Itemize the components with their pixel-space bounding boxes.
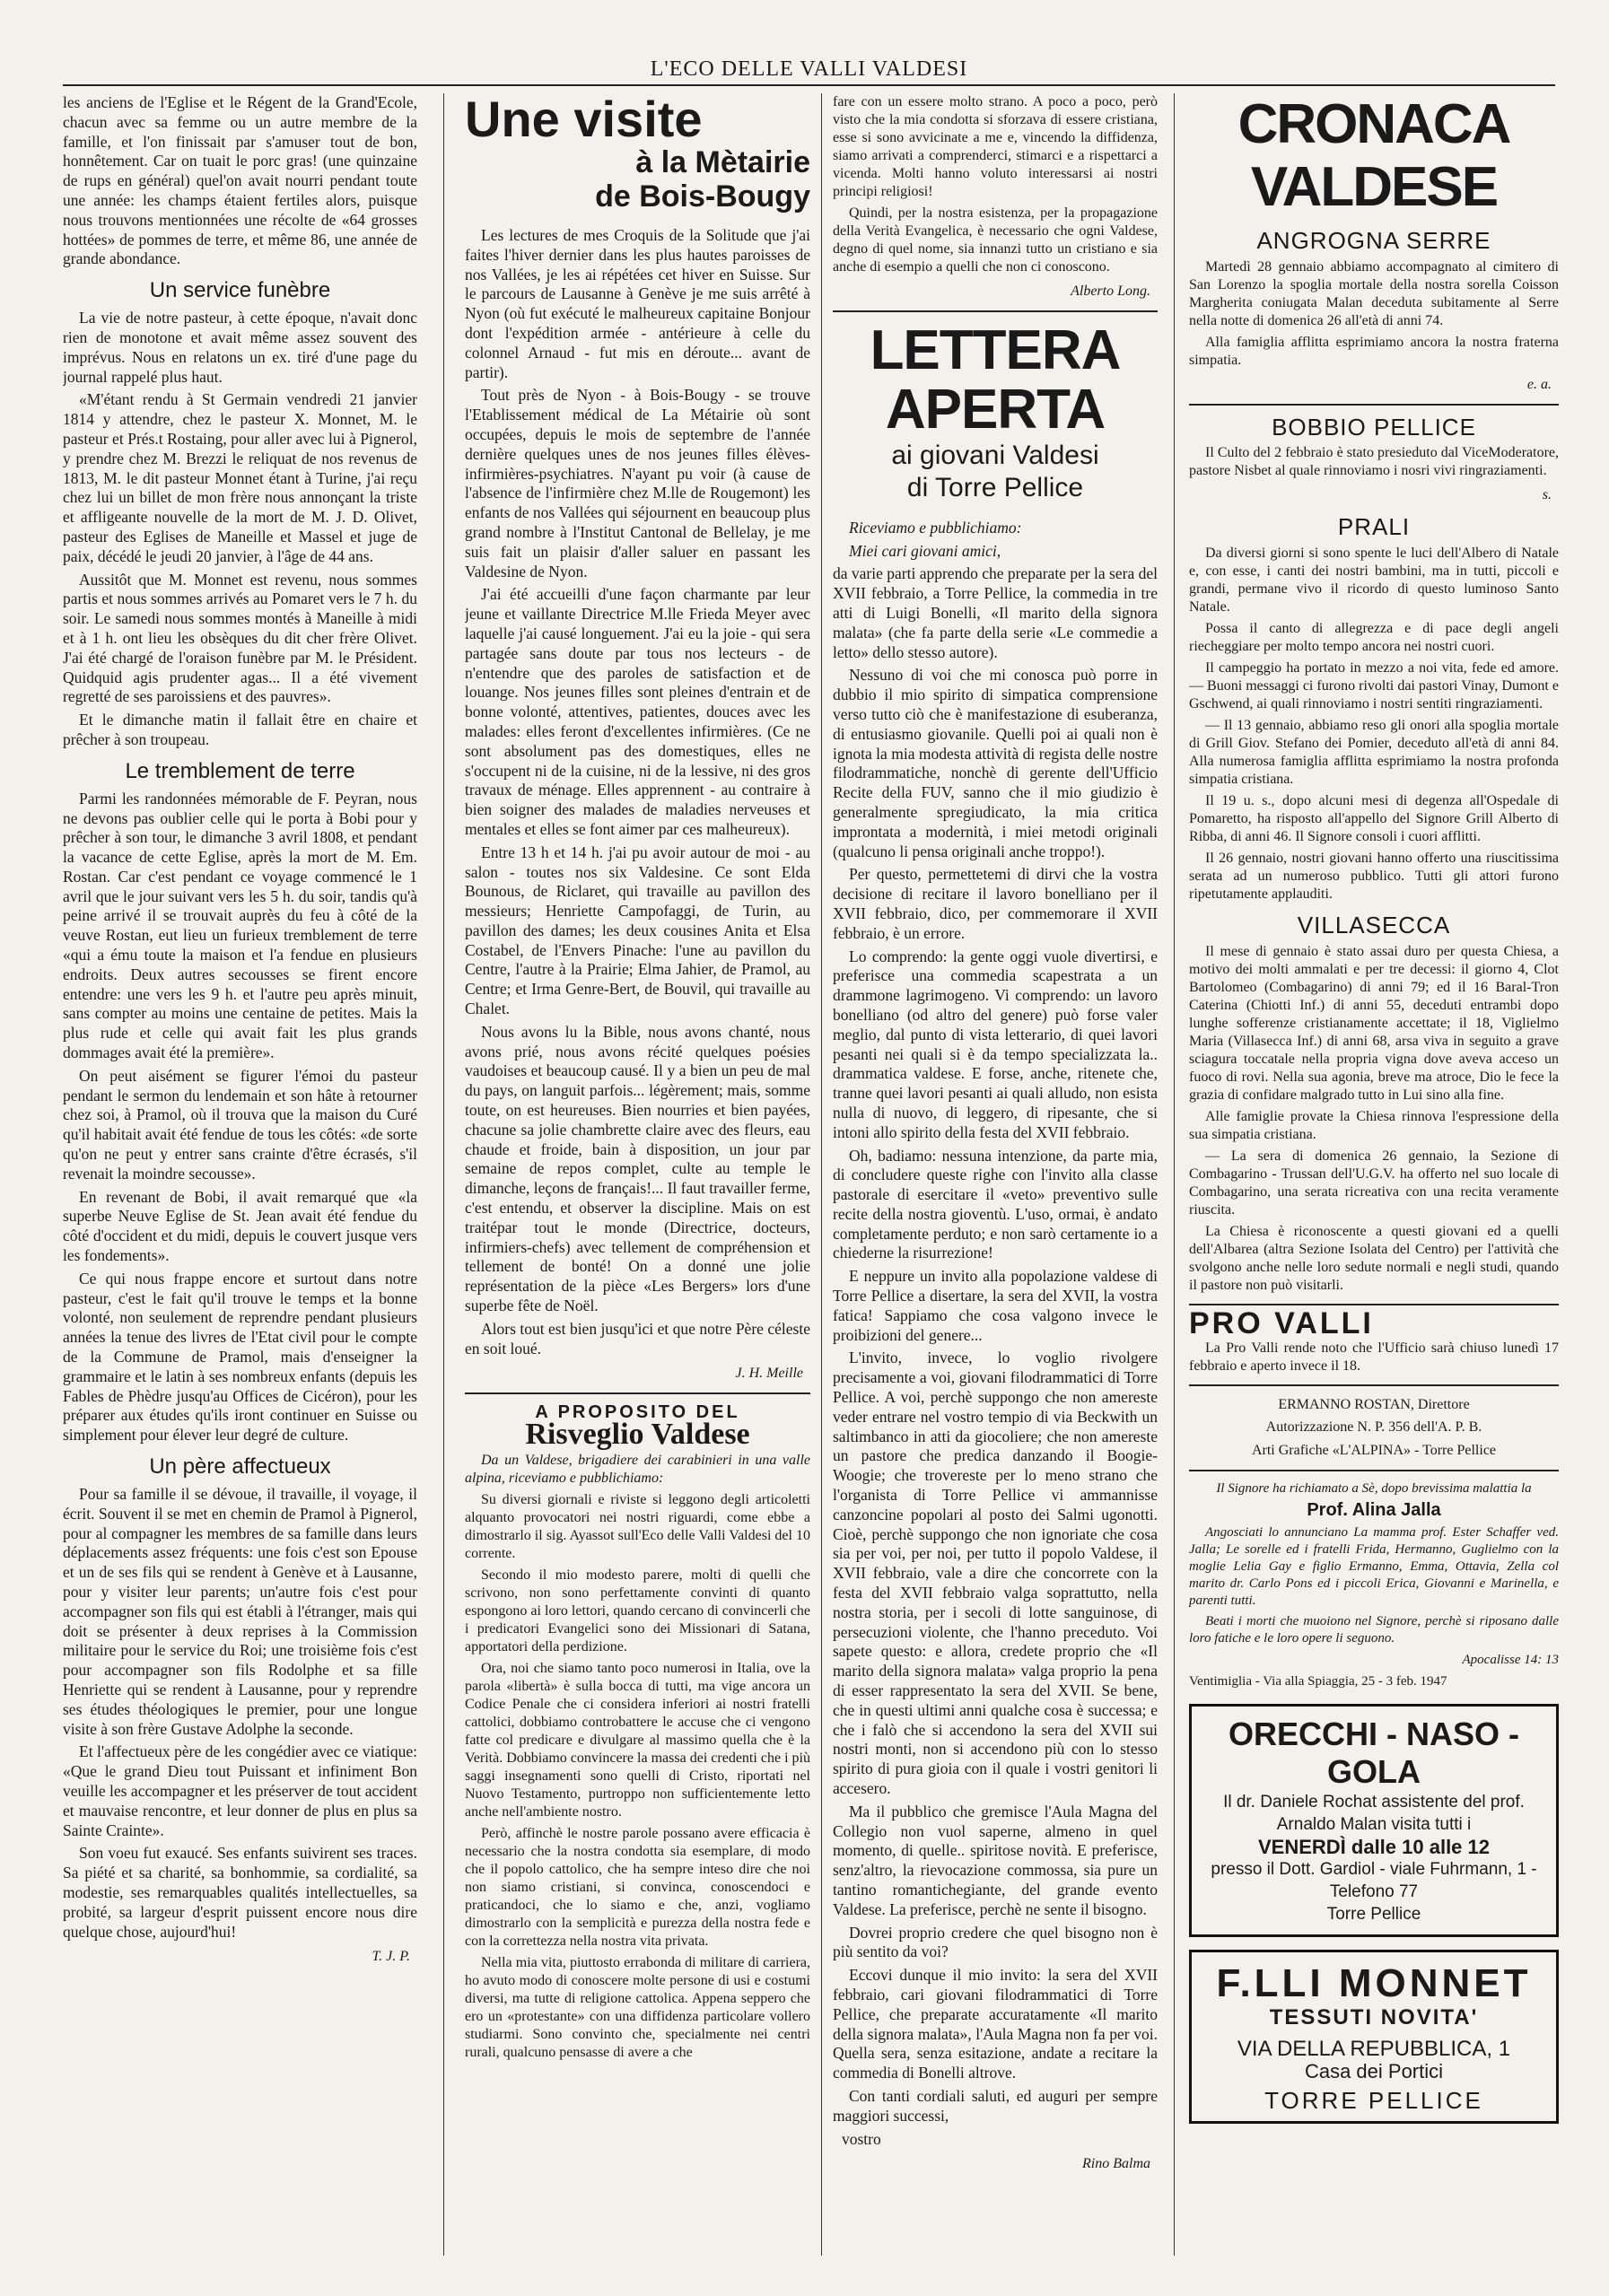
paragraph: Il campeggio ha portato in mezzo a noi vita, fede ed amore. — Buoni messaggi ci furono rivolti dai pastori Vinay, Dumont e Gschwend, ai quali rinnoviamo i nostri sentiti ringraziamenti. — [1189, 659, 1559, 711]
ad-line: VENERDÌ dalle 10 alle 12 — [1257, 1836, 1491, 1859]
obituary-reference: Apocalisse 14: 13 — [1462, 1652, 1559, 1667]
paragraph: Quindi, per la nostra esistenza, per la propagazione della Verità Evangelica, è necessario che ogni Valdese, degno di quel nome, sia innanzi tutto un cristiano e sia anche di esempio a quelli che non ci conoscono. — [833, 205, 1158, 275]
paragraph: Alla famiglia afflitta esprimiamo ancora la nostra fraterna simpatia. — [1189, 334, 1559, 368]
paragraph: Da diversi giorni si sono spente le luci dell'Albero di Natale e, con esse, i canti dei nostri bambini, ma in tutti, piccoli e grandi, permane vivo il ricordo di questo luminoso Santo Natale. — [1189, 545, 1559, 615]
divider — [1189, 1470, 1559, 1471]
divider — [465, 1392, 810, 1394]
divider — [1189, 1304, 1559, 1305]
paragraph: Ce qui nous frappe encore et surtout dans notre pasteur, c'est le fait qu'il trouve le temps et la bonne volonté, non seulement de reprendre pendant plusieurs années la tenue des livres de l'Etat civil pour le compte de la Commune de Pramol, mais d'enseigner la grammaire et le latin à ses nombreux enfants (depuis les Fables de Phèdre jusqu'au Offices de Cicéron), pour les préparer aux études qu'ils iront continuer en Suisse ou simplement pour élever leur degré de culture. — [63, 1269, 417, 1445]
paragraph: Lo comprendo: la gente oggi vuole divertirsi, e preferisce una commedia scapestrata a un drammone lagrimogeno. Vi comprendo: un lavoro bonelliano (od altro del genere) può forse valer meglio, dal punto di vista letterario, di quei lavori pesanti nei quali si è da tempo specializzata la.. drammatica valdese. E forse, anche, ritenete che, tranne quei lavori pesanti ai quali alludo, non esista nulla di nuovo, di leggero, di ripesante, che si intoni allo spirito della festa del XVII febbraio. — [833, 947, 1158, 1141]
section-subheading: PRALI — [1337, 513, 1411, 541]
paragraph: Su diversi giornali e riviste si leggono degli articoletti alquanto provocatori nei nostri riguardi, come ebbe a dimostrarlo il sig. Ayassot sull'Eco delle Valli Valdesi del 10 corrente. — [465, 1491, 810, 1561]
paragraph: Ora, noi che siamo tanto poco numerosi in Italia, ove la parola «libertà» è sulla bocca di tutti, ma vige ancora un Codice Penale che ci considera inferiori ai nostri fratelli cattolici, dobbiamo controbattere le accuse che ci vengono fatte col predicare e divulgare al massimo quella che è la Verità. Dobbiamo convincere la massa dei credenti che i più saggi insegnamenti sono quelli di Cristo, riportati nel Nuovo Testamento, purtroppo non sufficientemente letto anche nell'ambiente nostro. — [465, 1660, 810, 1820]
author-signature: s. — [1542, 487, 1552, 503]
paragraph: Secondo il mio modesto parere, molti di quelli che scrivono, non sono perfettamente convinti di quanto espongono ai loro lettori, quando cercano di convincerli che i predicatori Evangelici sono dei Missionari di Satana, apportatori della perdizione. — [465, 1567, 810, 1654]
ad-line: TESSUTI NOVITA' — [1269, 2005, 1479, 2030]
article-intro: Da un Valdese, brigadiere dei carabinieri in una valle alpina, riceviamo e pubblichiamo: — [465, 1452, 810, 1486]
paragraph: Il Culto del 2 febbraio è stato presieduto dal ViceModeratore, pastore Nisbet al quale rinnoviamo i nosri vivi ringraziamenti. — [1189, 445, 1559, 479]
paragraph: Per questo, permettetemi di dirvi che la vostra decisione di recitare il lavoro bonelliano per il XVII febbraio, dico, per commemorare il XVII febbraio, è un errore. — [833, 865, 1158, 942]
article-subtitle: di Torre Pellice — [906, 472, 1084, 502]
obituary-text: Angosciati lo annunciano La mamma prof. Ester Schaffer ved. Jalla; Le sorelle ed i fratelli Frida, Hermanno, Guglielmo con la moglie Lelia Gay e figlio Ermanno, Emma, Ottavia, Zella col marito dr. Carlo Pons ed i piccoli Erica, Giovanni e Marinella, e parenti tutti. — [1189, 1524, 1559, 1608]
section-heading: Un service funèbre — [149, 278, 331, 303]
paragraph: Et le dimanche matin il fallait être en chaire et prêcher à son troupeau. — [63, 711, 417, 748]
divider — [833, 310, 1158, 312]
section-title: CRONACA VALDESE — [1237, 93, 1510, 218]
paragraph: Les lectures de mes Croquis de la Solitude que j'ai faites l'hiver dernier dans les plus hautes paroisses de nos Vallées, je les ai répétées cet hiver en Suisse. Sur le parcours de Lausanne à Genève je me suis arrêté à Nyon (où fut exécuté le malheureux capitaine Bonjour dont l'expédition armée - antérieure à celle du colonnel Arnaud - fut mis en déroute... avant de partir). — [465, 226, 810, 381]
paragraph: E neppure un invito alla popolazione valdese di Torre Pellice a disertare, la sera del XVII, la vostra fatica! Sappiamo che cosa valgono invece le proibizioni del genere... — [833, 1267, 1158, 1344]
paragraph: Alors tout est bien jusqu'ici et que notre Père céleste en soit loué. — [465, 1319, 810, 1358]
article-subtitle: de Bois-Bougy — [595, 179, 810, 214]
article-subtitle: à la Mètairie — [635, 145, 810, 179]
divider — [1189, 404, 1559, 406]
paragraph: fare con un essere molto strano. A poco a poco, però visto che la mia condotta si sforzava di essere cristiana, esse si sono avvicinate a me e, vincendo la diffidenza, siamo arrivati a comprenderci, stimarci e a rispettarci a vicenda. Molti hanno voluto interessarsi ai nostri principi religiosi! — [833, 94, 1158, 199]
column-4 — [1189, 93, 1559, 2256]
paragraph: — Il 13 gennaio, abbiamo reso gli onori alla spoglia mortale di Grill Giov. Stefano dei Pomier, deceduto all'età di anni 84. Alla numerosa famiglia afflitta esprimiamo la nostra profonda simpatia cristiana. — [1189, 717, 1559, 787]
ad-line: VIA DELLA REPUBBLICA, 1 — [1237, 2037, 1511, 2062]
ad-line: Torre Pellice — [1326, 1905, 1421, 1925]
article-title: LETTERA APERTA — [870, 319, 1121, 441]
article-subtitle: ai giovani Valdesi — [891, 440, 1099, 470]
paragraph: La Pro Valli rende noto che l'Ufficio sarà chiuso lunedì 17 febbraio e aperto invece il 18. — [1189, 1340, 1559, 1374]
author-signature: J. H. Meille — [735, 1366, 803, 1382]
section-subheading: ANGROGNA SERRE — [1256, 227, 1491, 254]
paragraph: J'ai été accueilli d'une façon charmante par leur jeune et vaillante Directrice M.lle Frieda Meyer avec laquelle j'ai causé longuement. J'ai eu la joie - qui sera partagée sans doute par tous nos lecteurs - de n'entendre que des paroles de satisfaction et de louange. Nos jeunes filles sont pleines d'entrain et de bonne volonté, attentives, patientes, douces avec les malades: elles feront d'excellentes infirmières. (Ce ne sont absolument pas des domestiques, elles ne s'occupent ni de la cuisine, ni de la lessive, ni des gros travaux de ménage. Elles apprennent - au contraire à bien soigner des malades de maladies nerveuses et mentales et elles se font aimer par ces malheureux). — [465, 585, 810, 838]
divider — [1189, 1384, 1559, 1386]
paragraph: — La sera di domenica 26 gennaio, la Sezione di Combagarino - Trussan dell'U.G.V. ha offerto nel suo locale di Combagarino, una serata ricreativa con una recita veramente riuscita. — [1189, 1148, 1559, 1218]
paragraph: Alle famiglie provate la Chiesa rinnova l'espressione della sua simpatia cristiana. — [1189, 1108, 1559, 1142]
ad-line: presso il Dott. Gardiol - viale Fuhrmann, 1 - Telefono 77 — [1211, 1860, 1537, 1902]
article-intro: Riceviamo e pubblichiamo: — [849, 518, 1022, 537]
section-heading: Le tremblement de terre — [125, 758, 355, 783]
section-subheading: VILLASECCA — [1297, 911, 1451, 938]
paragraph: L'invito, invece, lo voglio rivolgere precisamente a voi, giovani filodrammatici di Torre Pellice. A voi, perchè suppongo che non amereste veder entrare nel vostro tempio di via Beckwith un saltimbanco in atti da giocoliere; che non amereste un pastore che predica danzando il Boogie-Woogie; che trovereste per lo meno strano che l'organista di Torre Pellice vi ammannisse canzoncine popolari al posto dei Salmi ugonotti. Cioè, perchè suppongo che non ignoriate che cosa sia per voi, per noi, per tutto il popolo Valdese, il XVII febbraio, vale a dire che concorrete con la festa del XVII febbraio valga soprattutto, nella nostra storia, per i secoli di lotte sanguinose, di persecuzioni violente, che l'hanno preceduto. Voi sapete questo: e allora, credete proprio che «Il marito della signora malata» valga proprio la pena di esser rappresentato la sera del XVII. Se bene, che in questi ultimi anni qualche cosa è successa; e che i falò che si accendono la sera del XVII sui nostri monti, non si accendono più con lo stesso spirito di pura gioia con il quale i vostri genitori li accesero. — [833, 1349, 1158, 1797]
paragraph: Nessuno di voi che mi conosca può porre in dubbio il mio spirito di simpatica comprensione verso tutto ciò che è manifestazione di esuberanza, di entusiasmo giovanile. Quelli poi ai quali non è ignota la mia modesta attività di regista delle nostre filodrammatiche, nonchè di gerente dell'Ufficio Recite della FUV, sanno che il mio giudizio è generalmente spregiudicato, la mia critica improntata a modernità, i miei metodi originali (qualcuno li pensa originali anche troppo!). — [833, 666, 1158, 860]
article-kicker: A PROPOSITO DEL — [535, 1402, 740, 1423]
paragraph: Tout près de Nyon - à Bois-Bougy - se trouve l'Etablissement médical de La Métairie où sont occupées, depuis le mois de septembre de l'année dernière quelques unes de nos jeunes filles élèves-infirmières-psychiatres. N'ayant pu voir (à cause de l'absence de l'infirmière chez M.lle de Rougemont) les enfants de nos Vallées qui séjournent en beaucoup plus grand nombre à l'Institut Cantonal de Bellelay, je me suis fait un plaisir d'aller saluer en passant les Valdesine de Nyon. — [465, 386, 810, 581]
obituary-verse: Beati i morti che muoiono nel Signore, perchè si riposano dalle loro fatiche e le loro opere li seguono. — [1189, 1613, 1559, 1646]
paragraph: Il 19 u. s., dopo alcuni mesi di degenza all'Ospedale di Pomaretto, ha risposto all'appello del Signore Grill Alberto di Ribba, di anni 46. Il Signore consoli i cuori afflitti. — [1189, 792, 1559, 844]
ad-line: Casa dei Portici — [1304, 2060, 1444, 2083]
article-title: Une visite — [465, 93, 703, 147]
obituary-intro: Il Signore ha richiamato a Sè, dopo brevissima malattia la — [1216, 1480, 1532, 1496]
paragraph: Eccovi dunque il mio invito: la sera del XVII febbraio, cari giovani filodrammatici di Torre Pellice, che preparate accuratamente «Il marito della signora malata», l'Aula Magna non fa per voi. Quella sera, senza esitazione, andate a recitare la commedia di Bonelli altrove. — [833, 1966, 1158, 2082]
paragraph: Et l'affectueux père de les congédier avec ce viatique: «Que le grand Dieu tout Puissant et infiniment Bon veuille les accompagner et les préserver de tout accident et mauvaise rencontre, et leur donner de plus en plus sa Sainte Crainte». — [63, 1742, 417, 1839]
section-heading: Un père affectueux — [149, 1454, 331, 1479]
advertisement — [1189, 1950, 1559, 2124]
paragraph: Parmi les randonnées mémorable de F. Peyran, nous ne devons pas oublier celle qui le porta à Bobi pour y prêcher à son tour, le dimanche 3 avril 1808, et pendant la vacance de cette Eglise, après la mort de M. Em. Rostan. Car c'est pendant ce voyage commencé le 1 avril que le jour suivant vers les 5 h. du soir, tandis qu'à peine arrivé il se trouvait auprès du feu à côté de la veuve Rostan, eut lieu un furieux tremblement de terre «qui a ému toute la maison et l'a fendue en plusieurs endroits. Deux autres secousses se firent encore entendre: une vers les 9 h. et l'autre peu après minuit, sans compter au moins une centaine de petites. Mais la plus rude et celle qui avait fait les plus grands dommages avait été la première». — [63, 789, 417, 1062]
column-2 — [465, 93, 810, 2256]
paragraph: On peut aisément se figurer l'émoi du pasteur pendant le sermon du lendemain et son hâte à retourner chez soi, à Pramol, où il trouva que la maison du Curé qu'il habitait avait été fendue de tous les côtés: «de sorte qu'on ne peut y entrer sans crainte d'être écrasés, s'il revenait la moindre secousse». — [63, 1066, 417, 1183]
salutation: Miei cari giovani amici, — [849, 541, 1001, 560]
ad-title: F.LLI MONNET — [1216, 1961, 1532, 2006]
paragraph: La Chiesa è riconoscente a questi giovani ed a quelli dell'Albarea (altra Sezione Isolata del Centro) per l'attività che svolgono anche nelle loro sedute normali e negli studi, quando il pastore non può visitarli. — [1189, 1223, 1559, 1293]
author-signature: Rino Balma — [1082, 2156, 1150, 2172]
paragraph: En revenant de Bobi, il avait remarqué que «la superbe Neuve Eglise de St. Jean avait été fendue du côté d'occident et du midi, depuis le couvert jusque vers les fondements». — [63, 1187, 417, 1265]
director-line: ERMANNO ROSTAN, Direttore — [1278, 1396, 1470, 1412]
paragraph: Nella mia vita, piuttosto errabonda di militare di carriera, ho avuto modo di conoscere molte persone di usi e costumi diversi, ma tutte di religione cattolica. Appena seppero che ero un «protestante» con una diffidenza particolare vollero studiarmi. Sono convinto che, specialmente nei centri rurali, qualcuno pensasse di avere a che — [465, 1954, 810, 2060]
section-subheading: BOBBIO PELLICE — [1272, 413, 1476, 441]
author-signature: T. J. P. — [372, 1949, 410, 1965]
printer-line: Arti Grafiche «L'ALPINA» - Torre Pellice — [1251, 1443, 1497, 1459]
closing: vostro — [842, 2129, 881, 2148]
paragraph: Il mese di gennaio è stato assai duro per questa Chiesa, a motivo dei molti ammalati e per tre decessi: il giorno 4, Clot Bartolomeo (Combagarino) di anni 79; ed il 16 Baral-Tron Caterina (Chiotti Inf.) di anni 55, deceduti entrambi dopo lunghe sofferenze cristianamente accettate; il 18, Viglielmo Maria (Villasecca Inf.) di anni 68, arsa viva in seguito a grave sciagura toccatale nella propria vigna dove aveva acceso un fuoco di rovi. Nella sua agonia, breve ma atroce, Dio le fece la grazia di confidare malgrado tutto in Lui sino alla fine. — [1189, 943, 1559, 1103]
paragraph: Aussitôt que M. Monnet est revenu, nous sommes partis et nous sommes arrivés au Pomaret vers le 7 h. du soir. Le samedi nous sommes montés à Maneille à midi et à 1 h. ont lieu les obsèques du dit cher frère Olivet. J'ai été chargé de l'oraison funèbre par M. le Président. Quidquid agis prudenter agas... Il a été vivement regretté de ses paroissiens et des pauvres». — [63, 570, 417, 706]
ad-title: ORECCHI - NASO - GOLA — [1229, 1715, 1519, 1791]
paragraph: Pour sa famille il se dévoue, il travaille, il voyage, il écrit. Souvent il se met en chemin de Pramol à Pignerol, pour al compagner les membres de sa famille dans leurs déplacements assez fréquents: une fois c'est son Epouse et un de ses fils qui se rendent à Genève et à Lausanne, pour y visiter leur parents; un'autre fois c'est pour accompagner son fils qui est établi à l'étranger, mais qui doit se présenter à deux reprises à la Commission militaire pour le service du Roi; une troisième fois c'est pour accompagner son fils Rodolphe et sa fille Henriette qui se rendent à Lausanne, pour y reprendre ses études théologiques le premier, pour une longue visite à son frère Gustave Adolphe la seconde. — [63, 1485, 417, 1738]
column-rule — [821, 93, 822, 2256]
ad-line: TORRE PELLICE — [1264, 2087, 1483, 2115]
section-title: PRO VALLI — [1189, 1305, 1374, 1340]
column-rule — [1174, 93, 1175, 2256]
paragraph: «M'étant rendu à St Germain vendredi 21 janvier 1814 y attendre, chez le pasteur X. Monnet, M. le pasteur et Prés.t Rostaing, pour aller avec lui à Pignerol, y prendre chez M. Brezzi le reliquat de nos revenus de 1813, M. le dit pasteur Monnet étant à Turine, j'ai reçu chez lui un billet de mon frère nous annonçant la triste et affligeante nouvelle de la mort de M. J. D. Olivet, pasteur des Eglises de Maneille et Massel et juge de paix, décédé le jeudi 20 janvier, à l'âge de 44 ans. — [63, 390, 417, 565]
paragraph: La vie de notre pasteur, à cette époque, n'avait donc rien de monotone et avait même assez souvent des imprévus. Nous en relatons un ex. tiré d'une page du journal rappelé plus haut. — [63, 309, 417, 386]
paragraph: Dovrei proprio credere che quel bisogno non è più sentito da voi? — [833, 1923, 1158, 1961]
ad-line: Il dr. Daniele Rochat assistente del prof. Arnaldo Malan visita tutti i — [1223, 1793, 1525, 1835]
obituary-name: Prof. Alina Jalla — [1307, 1499, 1441, 1520]
paragraph: da varie parti apprendo che preparate per la sera del XVII febbraio, a Torre Pellice, la commedia in tre atti di Luigi Bonelli, «Il marito della signora malata» (che fa parte della serie «Le commedie a letto» dello stesso autore). — [833, 564, 1158, 661]
obituary-place: Ventimiglia - Via alla Spiaggia, 25 - 3 feb. 1947 — [1189, 1673, 1447, 1689]
column-3 — [833, 93, 1158, 2256]
page-header — [63, 54, 1555, 86]
obituary-notice — [1189, 1480, 1559, 1691]
paragraph: Possa il canto di allegrezza e di pace degli angeli riecheggiare per molto tempo ancora nei nostri cuori. — [1189, 620, 1559, 654]
paragraph: Martedì 28 gennaio abbiamo accompagnato al cimitero di San Lorenzo la spoglia mortale della nostra sorella Coisson Margherita coniugata Malan deceduta subitamente al Serre nella notte di domenica 26 all'età di anni 74. — [1189, 258, 1559, 328]
advertisement — [1189, 1704, 1559, 1937]
column-1 — [63, 93, 417, 2256]
article-title: Risveglio Valdese — [525, 1418, 750, 1452]
paragraph: les anciens de l'Eglise et le Régent de la Grand'Ecole, chacun avec sa femme ou un autre membre de la famille, et l'on finissait par s'amuser tout de bon, honnêtement. Car on tuait le porc gras! (une quinzaine de rups en général) quel'on avait nourri pendant toute une année: les champs étaient fertiles alors, puisque nous trouvons mentionnées une récolte de «64 grosses hottées» de pommes de terre, et même 86, une année de grande abondance. — [63, 93, 417, 268]
newspaper-title: L'ECO DELLE VALLI VALDESI — [650, 57, 968, 81]
authorization-line: Autorizzazione N. P. 356 dell'A. P. B. — [1265, 1419, 1482, 1436]
paragraph: Ma il pubblico che gremisce l'Aula Magna del Collegio non vuol saperne, almeno in quel momento, di quelle.. spiritose novità. E preferisce, senz'altro, la rievocazione commossa, sia pure un tantino romantichegiante, del grande evento Valdese. La preferisce, perchè ne sente il bisogno. — [833, 1802, 1158, 1918]
article-title-block — [465, 93, 810, 214]
author-signature: e. a. — [1526, 376, 1552, 392]
column-rule — [443, 93, 444, 2256]
paragraph: Entre 13 h et 14 h. j'ai pu avoir autour de moi - au salon - toutes nos six Valdesine. Ce sont Elda Bounous, de Riclaret, qui travaille au pavillon des messieurs; Henriette Campofaggi, de Turin, au pavillon des dames; les deux cousines Anita et Elsa Costabel, de l'Envers Pinache: l'une au pavillon du Centre, l'autre à la Prairie; Elma Jahier, de Pramol, au Centre; et Irma Genre-Bert, de Bouvil, qui travaille au Chalet. — [465, 842, 810, 1018]
paragraph: Con tanti cordiali saluti, ed auguri per sempre maggiori successi, — [833, 2086, 1158, 2125]
paragraph: Son voeu fut exaucé. Ses enfants suivirent ses traces. Sa piété et sa charité, sa bonhommie, sa cordialité, sa modestie, ses remarquables qualités intellectuelles, sa probité, sa largeur d'esprit puissent encore nous dire quelque chose, aujourd'hui! — [63, 1844, 417, 1941]
paragraph: Il 26 gennaio, nostri giovani hanno offerto una riuscitissima serata ad un numeroso pubblico. Tutti gli attori furono ripetutamente applauditi. — [1189, 850, 1559, 902]
paragraph: Però, affinchè le nostre parole possano avere efficacia è necessario che la nostra condotta sia esemplare, di modo che il popolo cattolico, che ha sempre inteso dire che noi non siamo cristiani, si convinca, conoscendoci e praticandoci, che lo siamo e che, anzi, vogliamo dimostrarlo con la semplicità e purezza della nostra fede e con la correttezza nella nostra vita privata. — [465, 1825, 810, 1949]
author-signature: Alberto Long. — [1071, 284, 1150, 299]
paragraph: Oh, badiamo: nessuna intenzione, da parte mia, di concludere queste righe con l'invito alla classe pastorale di esercitare il «veto» preventivo sulle recite della nostra gioventù. L'uso, ormai, è andato completamente perduto; e non sarò certamente io a chiederne la risurrezione! — [833, 1146, 1158, 1262]
paragraph: Nous avons lu la Bible, nous avons chanté, nous avons prié, nous avons récité quelques poésies vaudoises et beaucoup causé. Il y a bien un peu de mal du pays, on languit parfois... légèrement; mais, somme toute, on est heureuses. Bien nourries et bien payées, chacune sa jolie chambrette claire avec des fleurs, eau chaude et froide, bain à disposition, un jour par semaine de repos complet, culte au temple le dimanche, leçons de français!... Il faut travailler ferme, c'est entendu, et observer la discipline. Mais on est traitépar tout le monde (Directrice, docteurs, infirmiers-chefs) avec tellement de compréhension et tellement de bonté! On a donné une jolie représentation de la pièce «Les Bergers» lors d'une superbe fête de Noël. — [465, 1022, 810, 1315]
